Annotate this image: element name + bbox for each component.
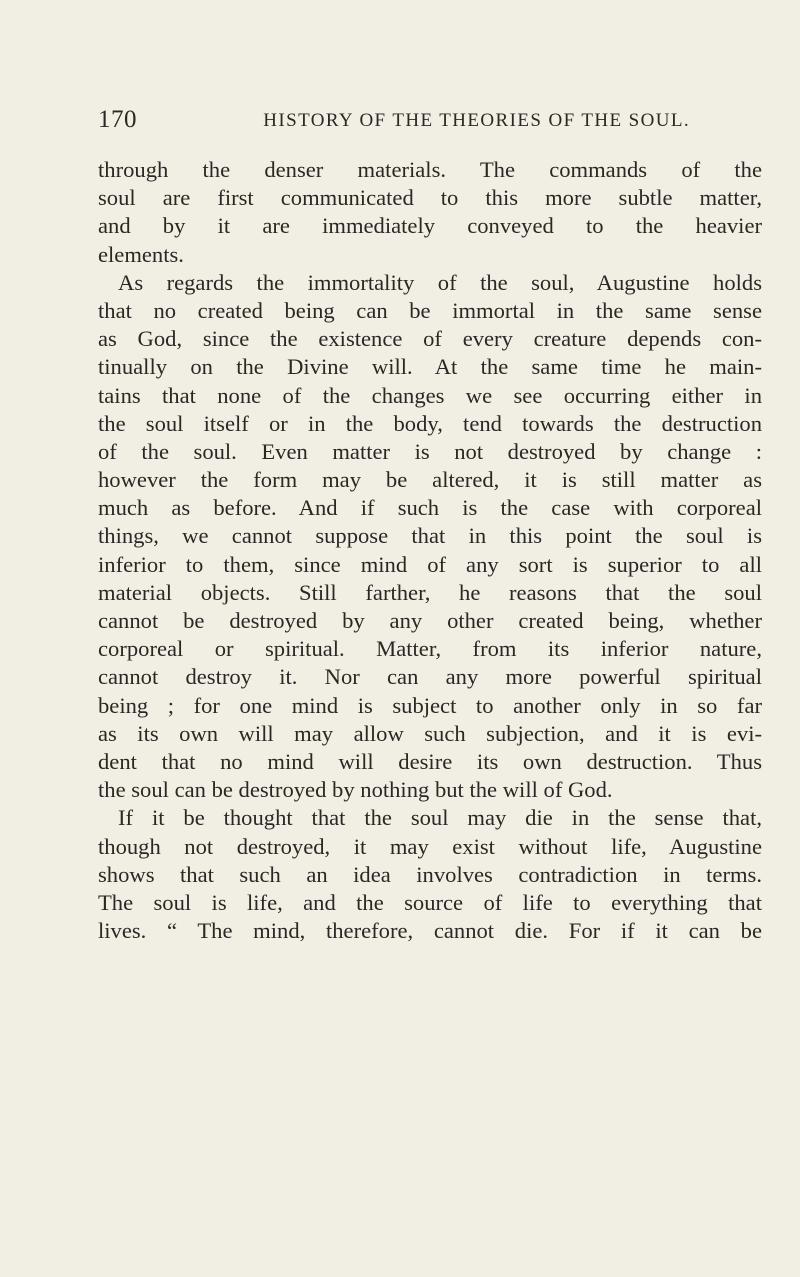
- text-line: however the form may be altered, it is still matter as: [98, 467, 762, 493]
- text-line: through the denser materials. The commands of the: [98, 157, 762, 182]
- text-line: If it be thought that the soul may die in the sense that,: [118, 805, 762, 831]
- body-text: [98, 156, 762, 945]
- text-line: though not destroyed, it may exist without life, Augustine: [98, 833, 762, 859]
- text-line: dent that no mind will desire its own destruction. Thus: [98, 748, 762, 774]
- text-line: being ; for one mind is subject to another only in so far: [98, 692, 762, 718]
- text-line: elements.: [98, 241, 184, 267]
- text-line: cannot destroy it. Nor can any more powerful spiritual: [98, 664, 762, 690]
- paragraph: [98, 269, 762, 805]
- text-line: the soul itself or in the body, tend towards the destruction: [98, 410, 762, 436]
- text-line: tinually on the Divine will. At the same time he main-: [98, 354, 762, 380]
- text-line: much as before. And if such is the case with corporeal: [98, 495, 762, 521]
- text-line: lives. “ The mind, therefore, cannot die. For if it can be: [98, 918, 762, 944]
- text-line: things, we cannot suppose that in this point the soul is: [98, 523, 762, 549]
- text-line: that no created being can be immortal in the same sense: [98, 297, 762, 323]
- text-line: as its own will may allow such subjection, and it is evi-: [98, 720, 762, 746]
- text-line: material objects. Still farther, he reasons that the soul: [98, 579, 762, 605]
- paragraph: [98, 156, 762, 269]
- text-line: tains that none of the changes we see occurring either in: [98, 382, 762, 408]
- text-line: as God, since the existence of every creature depends con-: [98, 326, 762, 352]
- text-line: cannot be destroyed by any other created being, whether: [98, 608, 762, 633]
- page-number: 170: [98, 106, 137, 133]
- text-line: corporeal or spiritual. Matter, from its inferior nature,: [98, 636, 762, 662]
- text-line: inferior to them, since mind of any sort is superior to all: [98, 551, 762, 577]
- text-line: and by it are immediately conveyed to the heavier: [98, 213, 762, 239]
- text-line: of the soul. Even matter is not destroyed by change :: [98, 438, 762, 464]
- text-line: As regards the immortality of the soul, Augustine holds: [118, 269, 762, 295]
- paragraph: [98, 804, 762, 945]
- page-header: [98, 106, 690, 136]
- text-line: the soul can be destroyed by nothing but the will of God.: [98, 777, 613, 803]
- text-line: The soul is life, and the source of life to everything that: [98, 889, 762, 915]
- text-line: soul are first communicated to this more subtle matter,: [98, 185, 762, 211]
- running-head: HISTORY OF THE THEORIES OF THE SOUL.: [263, 110, 690, 131]
- text-line: shows that such an idea involves contradiction in terms.: [98, 861, 762, 887]
